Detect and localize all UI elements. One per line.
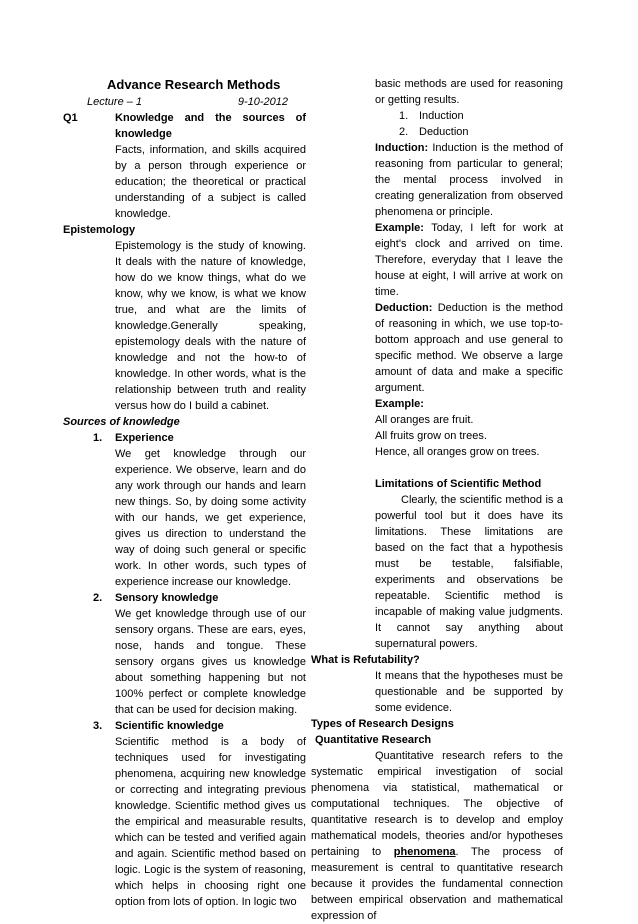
quantitative-heading: Quantitative Research [315, 734, 432, 746]
knowledge-definition: Facts, information, and skills acquired by a person through experience or education; the theoretical or practical understanding of a subject is called knowledge. [115, 144, 306, 220]
quantitative-text: Quantitative research refers to the systematic empirical investigation of social phenomena via statistical, mathematical or computational techniques. The objective of quantitative research is to develop and employ mathematical models, theories and/or hypotheses pertaining to [311, 750, 563, 858]
source-text: We get knowledge through use of our sensory organs. These are ears, eyes, nose, hands and tongue. These sensory organs gives us knowledge about something happening but not 100% perfect or complete knowledge that can be used for decision making. [115, 608, 306, 716]
question-text: Knowledge and the sources of knowledge [115, 112, 306, 140]
question-heading [63, 110, 306, 142]
source-item [63, 590, 306, 718]
induction-heading: Induction: [375, 142, 429, 154]
source-title: Sensory knowledge [115, 592, 219, 604]
deduction-paragraph [327, 300, 563, 396]
lecture-label: Lecture – 1 [87, 96, 143, 108]
continued-text: basic methods are used for reasoning or getting results. [375, 78, 563, 106]
quantitative-text-cont: . The process of measurement is central to quantitative research because it provides the fundamental connection between empirical observation and mathematical expression of [311, 846, 563, 922]
quantitative-paragraph [311, 748, 563, 924]
source-text: Scientific method is a body of techniques used for investigating phenomena, acquiring new knowledge or correcting and integrating previous knowledge. Scientific method gives us the empirical and measurable results, which can be tested and verified again and again. Scientific method based on logic. Logic is the system of reasoning, which helps in choosing right one option from lots of option. In logic two [115, 736, 306, 908]
example2-heading: Example: [375, 398, 424, 410]
source-number: 2. [93, 592, 103, 604]
example2-line: Hence, all oranges grow on trees. [375, 446, 540, 458]
reasoning-methods-list [327, 108, 563, 140]
source-title: Experience [115, 432, 174, 444]
list-number: 1. [399, 110, 409, 122]
source-title: Scientific knowledge [115, 720, 224, 732]
example-heading: Example: [375, 222, 424, 234]
lecture-line [63, 94, 306, 110]
refutability-paragraph: It means that the hypotheses must be questionable and be supported by some evidence. [375, 670, 563, 714]
source-item [63, 430, 306, 590]
example-text: Today, I left for work at eight's clock and arrived on time. Therefore, everyday that I leave the house at eight, I will arrive at work on time. [375, 222, 564, 298]
refutability-heading: What is Refutability? [311, 654, 420, 666]
list-item [327, 108, 563, 124]
lecture-date: 9-10-2012 [237, 96, 288, 108]
limitations-paragraph: Clearly, the scientific method is a powerful tool but it does have its limitations. These limitations are based on the fact that a hypothesis must be testable, falsifiable, experiments and observations be repeatable. Scientific method is incapable of making value judgments. It cannot say anything about supernatural powers. [375, 494, 563, 650]
question-number: Q1 [63, 112, 78, 124]
example2-line: All fruits grow on trees. [375, 430, 487, 442]
sources-heading: Sources of knowledge [63, 416, 180, 428]
list-label: Induction [419, 110, 464, 122]
deduction-text: Deduction is the method of reasoning in which, we use top-to-bottom approach and use general to specific method. We observe a large amount of data and make a specific argument. [375, 302, 563, 394]
epistemology-heading: Epistemology [63, 224, 136, 236]
limitations-heading: Limitations of Scientific Method [375, 478, 542, 490]
epistemology-paragraph: Epistemology is the study of knowing. It deals with the nature of knowledge, how do we know things, what do we know, why we know, is what we know true, and what are the limits of knowledge.Generally speaking, epistemology deals with the nature of knowledge and not the how-to of knowledge. In other words, what is the relationship between truth and reality versus how do I build a cabinet. [115, 240, 306, 412]
list-number: 2. [399, 126, 409, 138]
list-label: Deduction [419, 126, 469, 138]
list-item [327, 124, 563, 140]
phenomena-term: phenomena [393, 846, 456, 858]
example2-line: All oranges are fruit. [375, 414, 474, 426]
right-column [311, 76, 564, 924]
source-item [63, 718, 306, 910]
research-designs-heading: Types of Research Designs [311, 718, 454, 730]
source-number: 1. [93, 432, 103, 444]
document-title: Advance Research Methods [107, 77, 281, 92]
induction-text: Induction is the method of reasoning from particular to general; the mental process involved in creating generalization from observed phenomena or principle. [375, 142, 563, 218]
left-column [63, 76, 306, 910]
induction-paragraph [327, 140, 563, 220]
source-number: 3. [93, 720, 103, 732]
deduction-heading: Deduction: [375, 302, 433, 314]
example-paragraph [327, 220, 563, 300]
source-text: We get knowledge through our experience. We observe, learn and do any work through our hands and learn new things. So, by doing some activity with our hands, we get experience, gives us direction to understand the way of doing such general or specific work. In other words, such types of experience increase our knowledge. [115, 448, 306, 588]
